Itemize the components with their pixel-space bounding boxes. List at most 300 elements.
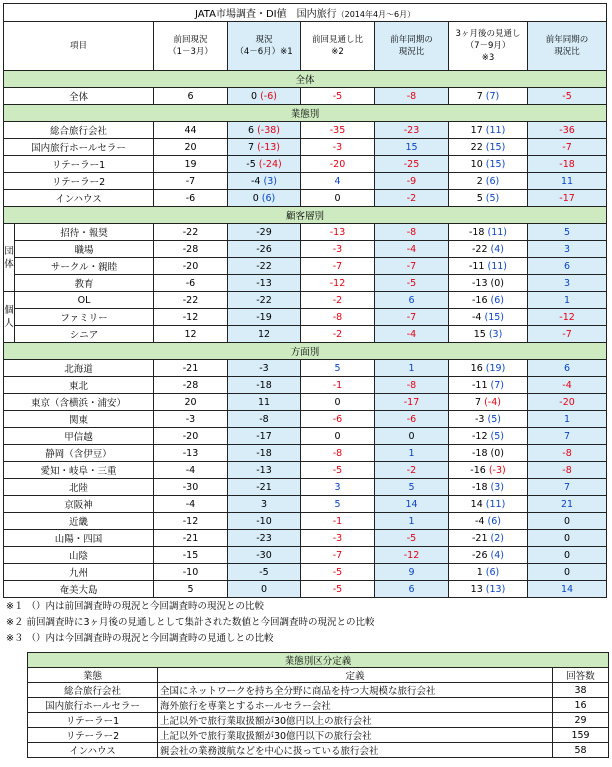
cell-yoy-outlook: 3	[528, 275, 607, 292]
cell-prev-outlook-ratio: -2	[301, 292, 375, 309]
section-label-region: 方面別	[4, 343, 607, 360]
current-value: -17	[256, 430, 272, 442]
outlook-change: (7)	[485, 90, 500, 102]
cell-prev-current: -21	[154, 530, 228, 547]
cell-prev-outlook-ratio: 0	[301, 190, 375, 207]
cell-current	[228, 564, 301, 581]
footnote-1: ※１ （）内は前回調査時の現況と今回調査時の現況との比較	[6, 601, 264, 612]
table-row	[4, 496, 607, 513]
cell-prev-current: 20	[154, 394, 228, 411]
definition-header-type: 業態	[28, 668, 158, 683]
section-row	[4, 71, 607, 88]
definition-row	[28, 698, 609, 713]
cell-outlook	[449, 292, 528, 309]
outlook-value: 10	[470, 158, 483, 170]
header-current: 現況 （4－6月）※1	[228, 22, 301, 71]
cell-outlook	[449, 581, 528, 598]
cell-yoy-outlook: -8	[528, 462, 607, 479]
cell-yoy-outlook: -12	[528, 309, 607, 326]
cell-prev-outlook-ratio: 0	[301, 428, 375, 445]
cell-current	[228, 530, 301, 547]
footnote-2: ※２ 前回調査時に3ヶ月後の見通しとして集計された数値と今回調査時の現況との比較	[6, 617, 375, 628]
table-row	[4, 190, 607, 207]
cell-yoy-current: -12	[375, 547, 449, 564]
table-row	[4, 258, 607, 275]
table-row	[4, 326, 607, 343]
current-value: -23	[256, 532, 272, 544]
current-value: -10	[256, 515, 272, 527]
outlook-change: (5)	[485, 192, 500, 204]
cell-outlook	[449, 156, 528, 173]
current-value: -4	[251, 175, 261, 187]
outlook-value: 17	[470, 124, 483, 136]
cell-current	[228, 190, 301, 207]
table-row	[4, 394, 607, 411]
definition-header-definition: 定義	[158, 668, 553, 683]
cell-yoy-current: 14	[375, 496, 449, 513]
row-label: シニア	[15, 326, 154, 343]
definition-row	[28, 683, 609, 698]
row-label: 国内旅行ホールセラー	[4, 139, 154, 156]
definition-title: 業態別区分定義	[28, 653, 609, 668]
cell-current	[228, 496, 301, 513]
outlook-value: 16	[470, 362, 483, 374]
row-label: 北海道	[4, 360, 154, 377]
cell-outlook	[449, 462, 528, 479]
cell-yoy-outlook: -20	[528, 394, 607, 411]
cell-outlook	[449, 428, 528, 445]
cell-prev-current: 19	[154, 156, 228, 173]
outlook-value: 15	[473, 328, 486, 340]
cell-prev-outlook-ratio: -7	[301, 547, 375, 564]
cell-yoy-outlook: -7	[528, 326, 607, 343]
cell-outlook	[449, 190, 528, 207]
cell-prev-current: 6	[154, 88, 228, 105]
group-char: 体	[4, 258, 14, 270]
cell-outlook	[449, 173, 528, 190]
cell-prev-outlook-ratio: -6	[301, 411, 375, 428]
definition-type: インハウス	[28, 743, 158, 758]
row-label: 関東	[4, 411, 154, 428]
outlook-value: 14	[470, 498, 483, 510]
cell-prev-current: -28	[154, 241, 228, 258]
current-value: 0	[260, 583, 268, 595]
definition-count: 29	[553, 713, 609, 728]
cell-prev-current: -12	[154, 513, 228, 530]
table-row	[4, 377, 607, 394]
cell-prev-current: -21	[154, 360, 228, 377]
cell-outlook	[449, 258, 528, 275]
outlook-value: 7	[476, 90, 483, 102]
row-label: サークル・親睦	[15, 258, 154, 275]
cell-prev-outlook-ratio: -12	[301, 275, 375, 292]
cell-prev-outlook-ratio: -7	[301, 258, 375, 275]
cell-prev-outlook-ratio: -2	[301, 326, 375, 343]
cell-yoy-outlook: -18	[528, 156, 607, 173]
outlook-change: (15)	[485, 158, 506, 170]
definition-text: 上記以外で旅行業取扱額が30億円以上の旅行会社	[158, 713, 553, 728]
cell-yoy-current: 6	[375, 292, 449, 309]
outlook-change: (11)	[485, 498, 506, 510]
outlook-value: -11	[471, 379, 488, 391]
cell-prev-current: -20	[154, 428, 228, 445]
cell-outlook	[449, 88, 528, 105]
cell-current	[228, 547, 301, 564]
table-row	[4, 547, 607, 564]
cell-current	[228, 394, 301, 411]
cell-yoy-current: 15	[375, 139, 449, 156]
cell-prev-current: -4	[154, 496, 228, 513]
definition-table	[27, 652, 609, 758]
cell-yoy-current: -9	[375, 173, 449, 190]
table-title: JATA市場調査・DI値 国内旅行（2014年4月～6月）	[4, 4, 607, 22]
table-row	[4, 139, 607, 156]
cell-outlook	[449, 224, 528, 241]
outlook-change: (0)	[490, 447, 505, 459]
header-yoy-outlook: 前年同期の 現況比	[528, 22, 607, 71]
cell-prev-current: 12	[154, 326, 228, 343]
cell-yoy-current: 6	[375, 581, 449, 598]
cell-outlook	[449, 445, 528, 462]
cell-prev-current: -28	[154, 377, 228, 394]
cell-prev-outlook-ratio: -3	[301, 241, 375, 258]
cell-yoy-current: 1	[375, 513, 449, 530]
cell-current	[228, 139, 301, 156]
row-label: リテーラー1	[4, 156, 154, 173]
cell-current	[228, 173, 301, 190]
cell-prev-outlook-ratio: 5	[301, 496, 375, 513]
outlook-value: -4	[475, 515, 485, 527]
cell-current	[228, 445, 301, 462]
outlook-value: 5	[476, 192, 483, 204]
outlook-change: (11)	[487, 226, 508, 238]
definition-count: 38	[553, 683, 609, 698]
cell-yoy-current: -23	[375, 122, 449, 139]
cell-prev-outlook-ratio: -5	[301, 462, 375, 479]
cell-prev-current: 20	[154, 139, 228, 156]
header-prev-outlook: 前回見通し比 ※2	[301, 22, 375, 71]
outlook-change: (2)	[490, 532, 505, 544]
definition-type: 総合旅行会社	[28, 683, 158, 698]
row-label: 全体	[4, 88, 154, 105]
cell-yoy-outlook: -36	[528, 122, 607, 139]
outlook-value: -18	[471, 447, 488, 459]
table-row	[4, 564, 607, 581]
cell-yoy-outlook: 0	[528, 513, 607, 530]
row-label: 奄美大島	[4, 581, 154, 598]
cell-prev-current: -4	[154, 462, 228, 479]
cell-current	[228, 122, 301, 139]
cell-yoy-current: -25	[375, 156, 449, 173]
cell-yoy-outlook: 6	[528, 360, 607, 377]
outlook-value: -18	[471, 481, 488, 493]
cell-yoy-outlook: 0	[528, 547, 607, 564]
di-table	[3, 3, 607, 598]
outlook-change: (3)	[488, 328, 503, 340]
table-row	[4, 530, 607, 547]
outlook-change: (6)	[487, 515, 501, 527]
cell-prev-outlook-ratio: -1	[301, 513, 375, 530]
row-label: 甲信越	[4, 428, 154, 445]
cell-prev-current: -6	[154, 275, 228, 292]
current-value: -5	[259, 566, 269, 578]
cell-yoy-current: -4	[375, 241, 449, 258]
current-value: 0	[251, 90, 258, 102]
outlook-value: 22	[470, 141, 483, 153]
outlook-change: (15)	[485, 141, 506, 153]
cell-prev-current: -22	[154, 224, 228, 241]
row-label: 教育	[15, 275, 154, 292]
current-value: 12	[257, 328, 271, 340]
outlook-change: (3)	[490, 481, 505, 493]
cell-outlook	[449, 564, 528, 581]
cell-yoy-current: -2	[375, 462, 449, 479]
current-value: -30	[256, 549, 272, 561]
cell-current	[228, 326, 301, 343]
outlook-change: (-4)	[484, 396, 501, 408]
current-value: -18	[256, 447, 272, 459]
definition-type: リテーラー2	[28, 728, 158, 743]
section-row	[4, 105, 607, 122]
definition-count: 159	[553, 728, 609, 743]
footnote-3: ※３ （）内は今回調査時の現況と今回調査時の見通しとの比較	[6, 633, 274, 644]
table-row	[4, 428, 607, 445]
definition-row	[28, 743, 609, 758]
table-row	[4, 173, 607, 190]
cell-current	[228, 309, 301, 326]
definition-type: リテーラー1	[28, 713, 158, 728]
current-value: -26	[256, 243, 272, 255]
cell-yoy-outlook: 7	[528, 428, 607, 445]
table-row	[4, 513, 607, 530]
cell-outlook	[449, 496, 528, 513]
group-char: 個	[4, 305, 14, 316]
outlook-change: (6)	[485, 175, 500, 187]
row-label: 職場	[15, 241, 154, 258]
outlook-value: -22	[471, 243, 488, 255]
cell-prev-outlook-ratio: -5	[301, 564, 375, 581]
outlook-change: (4)	[490, 243, 505, 255]
cell-prev-outlook-ratio: -5	[301, 88, 375, 105]
table-row	[4, 309, 607, 326]
cell-current	[228, 581, 301, 598]
cell-prev-outlook-ratio: 3	[301, 479, 375, 496]
section-label-overall: 全体	[4, 71, 607, 88]
cell-current	[228, 275, 301, 292]
group-char: 人	[4, 318, 14, 329]
row-label: 東北	[4, 377, 154, 394]
cell-outlook	[449, 530, 528, 547]
cell-yoy-current: -7	[375, 309, 449, 326]
table-row	[4, 241, 607, 258]
header-item: 項目	[4, 22, 154, 71]
table-row	[4, 360, 607, 377]
group-label-dantai	[4, 224, 15, 292]
current-value: -13	[256, 277, 272, 289]
cell-yoy-current: -6	[375, 411, 449, 428]
current-change: (-24)	[258, 158, 282, 170]
definition-count: 16	[553, 698, 609, 713]
cell-current	[228, 377, 301, 394]
cell-prev-current: -15	[154, 547, 228, 564]
definition-header-count: 回答数	[553, 668, 609, 683]
cell-prev-outlook-ratio: -8	[301, 309, 375, 326]
cell-prev-outlook-ratio: -5	[301, 581, 375, 598]
current-change: (-38)	[257, 124, 280, 136]
row-label: 山陽・四国	[4, 530, 154, 547]
row-label: OL	[15, 292, 154, 309]
row-label: 総合旅行会社	[4, 122, 154, 139]
cell-prev-current: -13	[154, 445, 228, 462]
table-row	[4, 581, 607, 598]
outlook-change: (0)	[490, 277, 505, 289]
cell-yoy-outlook: 3	[528, 241, 607, 258]
outlook-change: (13)	[485, 583, 506, 595]
current-change: (3)	[263, 175, 277, 187]
section-row	[4, 343, 607, 360]
current-value: -29	[256, 226, 272, 238]
current-value: -13	[256, 464, 272, 476]
cell-yoy-outlook: 0	[528, 530, 607, 547]
cell-current	[228, 241, 301, 258]
cell-prev-outlook-ratio: -13	[301, 224, 375, 241]
cell-outlook	[449, 479, 528, 496]
current-value: -8	[259, 413, 269, 425]
outlook-value: 1	[476, 566, 483, 578]
table-row	[4, 411, 607, 428]
header-prev-current: 前回現況 （1－3月）	[154, 22, 228, 71]
current-value: -19	[256, 311, 272, 323]
definition-count: 58	[553, 743, 609, 758]
outlook-change: (11)	[485, 124, 506, 136]
current-value: 11	[257, 396, 271, 408]
outlook-change: (19)	[485, 362, 506, 374]
row-label: 愛知・岐阜・三重	[4, 462, 154, 479]
cell-current	[228, 156, 301, 173]
outlook-change: (5)	[490, 430, 505, 442]
row-label: 九州	[4, 564, 154, 581]
current-value: -22	[256, 260, 272, 272]
cell-prev-outlook-ratio: -20	[301, 156, 375, 173]
cell-yoy-current: 5	[375, 479, 449, 496]
cell-prev-current: -22	[154, 292, 228, 309]
cell-prev-current: -3	[154, 411, 228, 428]
definition-text: 親会社の業務渡航などを中心に扱っている旅行会社	[158, 743, 553, 758]
footnotes	[6, 599, 375, 647]
cell-outlook	[449, 377, 528, 394]
cell-prev-outlook-ratio: 0	[301, 394, 375, 411]
definition-type: 国内旅行ホールセラー	[28, 698, 158, 713]
cell-prev-current: 44	[154, 122, 228, 139]
cell-prev-outlook-ratio: 4	[301, 173, 375, 190]
row-label: 近畿	[4, 513, 154, 530]
cell-current	[228, 428, 301, 445]
cell-yoy-current: -5	[375, 530, 449, 547]
outlook-value: -26	[471, 549, 488, 561]
outlook-value: -18	[468, 226, 485, 238]
outlook-value: -12	[471, 430, 488, 442]
current-value: -22	[256, 294, 272, 306]
cell-outlook	[449, 513, 528, 530]
table-row	[4, 292, 607, 309]
cell-yoy-outlook: 21	[528, 496, 607, 513]
current-value: 6	[247, 124, 255, 136]
cell-yoy-current: -7	[375, 258, 449, 275]
cell-yoy-outlook: 6	[528, 258, 607, 275]
cell-yoy-outlook: 1	[528, 292, 607, 309]
cell-current	[228, 258, 301, 275]
cell-yoy-current: -5	[375, 275, 449, 292]
cell-outlook	[449, 275, 528, 292]
current-value: -5	[246, 158, 256, 170]
cell-yoy-outlook: 7	[528, 479, 607, 496]
row-label: 北陸	[4, 479, 154, 496]
cell-outlook	[449, 139, 528, 156]
table-row	[4, 479, 607, 496]
section-row	[4, 207, 607, 224]
table-row	[4, 122, 607, 139]
row-label: 招待・報奨	[15, 224, 154, 241]
current-value: -18	[256, 379, 272, 391]
cell-yoy-current: 9	[375, 564, 449, 581]
table-row	[4, 156, 607, 173]
table-row	[4, 275, 607, 292]
cell-yoy-current: -8	[375, 224, 449, 241]
current-value: 7	[247, 141, 255, 153]
outlook-value: 13	[470, 583, 483, 595]
cell-prev-current: 5	[154, 581, 228, 598]
cell-current	[228, 360, 301, 377]
cell-current	[228, 513, 301, 530]
outlook-value: -13	[471, 277, 488, 289]
outlook-value: -16	[470, 464, 486, 476]
cell-yoy-current: 0	[375, 428, 449, 445]
row-label: 山陰	[4, 547, 154, 564]
cell-outlook	[449, 394, 528, 411]
outlook-value: -21	[471, 532, 488, 544]
group-label-kojin	[4, 292, 15, 343]
outlook-change: (5)	[487, 413, 501, 425]
cell-yoy-outlook: 5	[528, 224, 607, 241]
outlook-change: (4)	[490, 549, 505, 561]
row-label: 東京（含横浜・浦安）	[4, 394, 154, 411]
cell-outlook	[449, 411, 528, 428]
cell-prev-current: -10	[154, 564, 228, 581]
cell-outlook	[449, 122, 528, 139]
current-change: (-6)	[260, 90, 277, 102]
cell-current	[228, 411, 301, 428]
outlook-value: -4	[471, 311, 482, 323]
cell-yoy-outlook: 14	[528, 581, 607, 598]
outlook-value: -16	[471, 294, 488, 306]
cell-prev-outlook-ratio: -1	[301, 377, 375, 394]
cell-yoy-outlook: 1	[528, 411, 607, 428]
cell-prev-outlook-ratio: -3	[301, 530, 375, 547]
outlook-value: 7	[475, 396, 482, 408]
current-value: 0	[252, 192, 259, 204]
outlook-change: (6)	[485, 566, 500, 578]
row-label: 京阪神	[4, 496, 154, 513]
row-label: 静岡（含伊豆）	[4, 445, 154, 462]
header-yoy-current: 前年同期の 現況比	[375, 22, 449, 71]
cell-current	[228, 292, 301, 309]
cell-prev-outlook-ratio: -8	[301, 445, 375, 462]
cell-yoy-outlook: -8	[528, 445, 607, 462]
cell-prev-outlook-ratio: -35	[301, 122, 375, 139]
cell-yoy-outlook: 11	[528, 173, 607, 190]
table-row	[4, 462, 607, 479]
cell-prev-outlook-ratio: 5	[301, 360, 375, 377]
